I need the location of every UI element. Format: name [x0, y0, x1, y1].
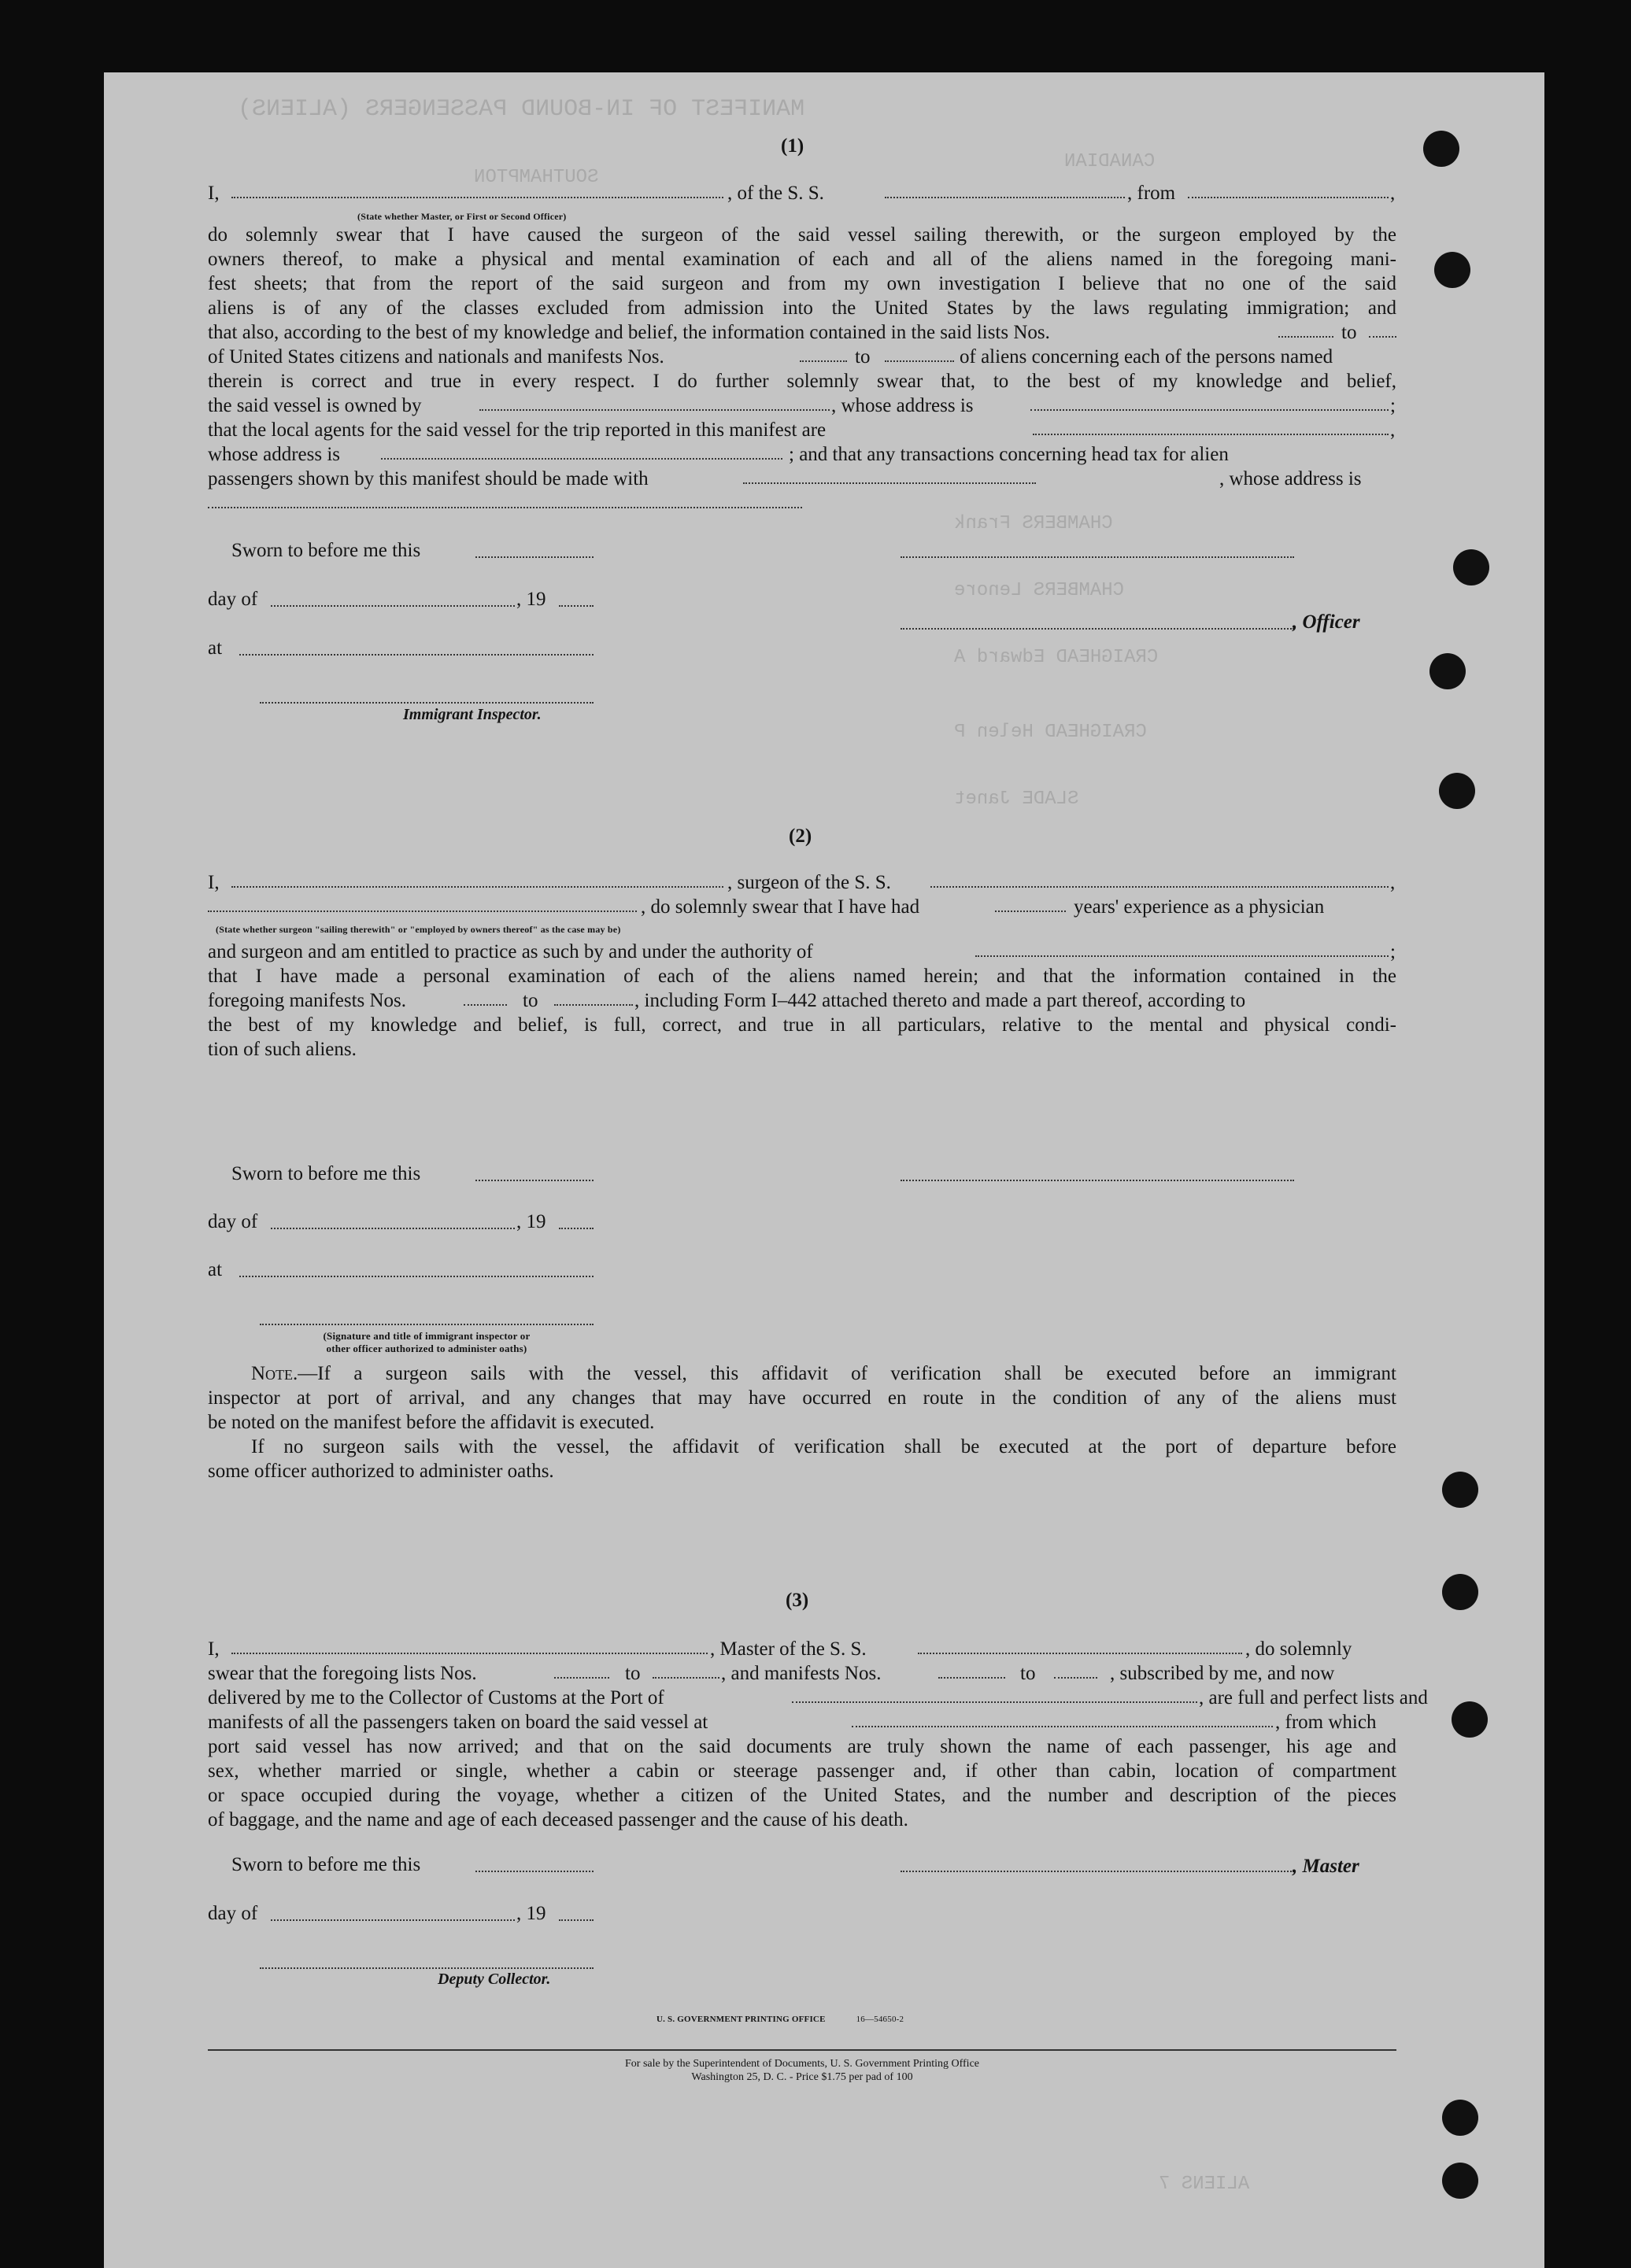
punch-hole	[1442, 2100, 1478, 2136]
footer-line: For sale by the Superintendent of Documents, U. S. Government Printing Office	[625, 2058, 979, 2070]
oath-text: foregoing manifests Nos.	[208, 990, 407, 1011]
punctuation: ,	[1390, 183, 1396, 204]
bleedthrough-name: CHAMBERS Frank	[954, 513, 1113, 534]
oath-text: port said vessel has now arrived; and that on the said documents are truly shown the name of each passenger, his age and	[208, 1736, 1396, 1757]
manifest-to-field[interactable]	[885, 345, 954, 362]
punch-hole	[1434, 252, 1470, 288]
inspector-label: Immigrant Inspector.	[403, 706, 542, 723]
oath-text: of aliens concerning each of the persons named	[960, 346, 1333, 368]
footer-rule	[208, 2049, 1396, 2051]
year-label: , 19	[516, 1211, 546, 1232]
note-text: some officer authorized to administer oaths.	[208, 1461, 554, 1482]
manifest-to-field[interactable]	[554, 988, 633, 1006]
section-1-final-line	[208, 491, 1396, 515]
oath-text: or space occupied during the voyage, whether a citizen of the United States, and the number and description of the pieces	[208, 1785, 1396, 1806]
section-1-manifests-line	[208, 345, 1396, 369]
signature-caption-line: (Signature and title of immigrant inspector or	[323, 1330, 531, 1342]
list-to-field[interactable]	[1369, 320, 1396, 338]
section-3-body	[208, 1637, 1428, 1832]
footer-sale-notice	[208, 2057, 1396, 2084]
bleedthrough-footer: ALIENS 7	[1159, 2174, 1250, 2195]
to-label: to	[1341, 322, 1357, 343]
document-page	[104, 72, 1544, 2268]
printing-office-imprint	[656, 2015, 904, 2024]
year-label: , 19	[516, 1903, 546, 1924]
year-field[interactable]	[559, 1228, 594, 1229]
master-signature-field[interactable]	[901, 1871, 1294, 1872]
year-label: , 19	[516, 589, 546, 610]
punch-hole	[1429, 653, 1466, 689]
agents-address-field[interactable]	[381, 442, 782, 460]
oath-text: , including Form I–442 attached thereto and made a part thereof, according to	[634, 990, 1246, 1011]
section-2-authority-line	[208, 940, 1396, 964]
collector-label: Deputy Collector.	[438, 1971, 551, 1988]
section-2-line-1	[208, 870, 1396, 895]
section-2-number: (2)	[789, 826, 812, 847]
oath-text: sex, whether married or single, whether a cabin or steerage passenger and, if other than cabin, location of compartment	[208, 1760, 1396, 1782]
oath-text: that I have made a personal examination of each of the aliens named herein; and that the information contained in the	[208, 966, 1396, 987]
section-2-manifests-line	[208, 988, 1396, 1013]
address-label: , whose address is	[831, 395, 974, 416]
officer-name-field[interactable]	[231, 181, 723, 198]
note-block	[208, 1361, 1396, 1483]
note-text: be noted on the manifest before the affidavit is executed.	[208, 1412, 655, 1433]
oath-text: , do solemnly swear that I have had	[641, 896, 920, 918]
oath-text: manifests of all the passengers taken on board the said vessel at	[208, 1712, 708, 1733]
punctuation: ,	[1390, 872, 1396, 893]
owned-by-label: the said vessel is owned by	[208, 395, 422, 416]
master-label: , Master of the S. S.	[710, 1638, 867, 1660]
sworn-date-field[interactable]	[475, 556, 594, 558]
printing-office-name: U. S. GOVERNMENT PRINTING OFFICE	[656, 2015, 826, 2024]
to-label: to	[1020, 1663, 1036, 1684]
oath-text: of baggage, and the name and age of each deceased passenger and the cause of his death.	[208, 1809, 908, 1830]
note-line	[208, 1361, 1396, 1386]
section-1-agents-address-line	[208, 442, 1396, 467]
signature-caption	[260, 1330, 594, 1355]
sworn-label: Sworn to before me this	[231, 540, 421, 561]
bleedthrough-port: SOUTHAMPTON	[474, 167, 599, 188]
day-of-label: day of	[208, 1903, 258, 1924]
year-field[interactable]	[559, 605, 594, 607]
officer-title-field[interactable]	[901, 628, 1294, 630]
oath-text: therein is correct and true in every respect. I do further solemnly swear that, to the best of my knowledge and belief,	[208, 371, 1396, 392]
surgeon-caption: (State whether surgeon "sailing therewith" or "employed by owners thereof" as the case may be)	[216, 924, 621, 935]
oath-text: , from which	[1275, 1712, 1377, 1733]
oath-text: fest sheets; that from the report of the said surgeon and from my own investigation I believe that no one of the said	[208, 273, 1396, 294]
section-1-lists-line	[208, 320, 1396, 345]
oath-text: ; and that any transactions concerning head tax for alien	[789, 444, 1229, 465]
note-text: If no surgeon sails with the vessel, the affidavit of verification shall be executed at the port of departure before	[251, 1436, 1396, 1457]
of-ship-label: , of the S. S.	[727, 183, 824, 204]
sworn-label: Sworn to before me this	[231, 1854, 421, 1875]
section-3-lists-line	[208, 1661, 1396, 1686]
bleedthrough-name: SLADE Janet	[954, 789, 1079, 810]
officer-caption: (State whether Master, or First or Second Officer)	[357, 211, 567, 222]
at-label: at	[208, 1259, 223, 1280]
year-field[interactable]	[559, 1919, 594, 1921]
punch-hole	[1439, 773, 1475, 809]
oath-text: tion of such aliens.	[208, 1039, 357, 1060]
section-3-departure-line	[208, 1710, 1396, 1734]
years-experience-field[interactable]	[995, 895, 1066, 912]
sworn-date-field[interactable]	[475, 1871, 594, 1872]
punctuation: ,	[1390, 419, 1396, 441]
bleedthrough-name: CHAMBERS Lenore	[954, 580, 1125, 601]
punch-hole	[1442, 1472, 1478, 1508]
punctuation: ;	[1390, 941, 1396, 962]
punctuation: ;	[1390, 395, 1396, 416]
punch-hole	[1423, 131, 1459, 167]
oath-text: , are full and perfect lists and	[1199, 1687, 1428, 1708]
oath-pronoun: I,	[208, 183, 220, 204]
section-1-headtax-line	[208, 467, 1396, 491]
surgeon-ship-field[interactable]	[930, 870, 1389, 888]
owner-address-field[interactable]	[1030, 393, 1389, 411]
headtax-contact-field[interactable]	[743, 467, 1036, 484]
oath-text: , do solemnly	[1245, 1638, 1352, 1660]
day-of-label: day of	[208, 1211, 258, 1232]
oath-text: owners thereof, to make a physical and mental examination of each and all of the aliens named in the foregoing mani-	[208, 249, 1396, 270]
section-2-line-2	[208, 895, 1396, 919]
manifest-to-field[interactable]	[1054, 1661, 1097, 1679]
printing-office-code: 16—54650-2	[856, 2015, 904, 2024]
punch-hole	[1442, 1574, 1478, 1610]
section-1-owner-line	[208, 393, 1396, 418]
manifest-from-field[interactable]	[938, 1661, 1005, 1679]
at-location-field[interactable]	[239, 1276, 594, 1277]
oath-pronoun: I,	[208, 1638, 220, 1660]
section-3-port-line	[208, 1686, 1428, 1710]
day-of-label: day of	[208, 589, 258, 610]
oath-text: and surgeon and am entitled to practice as such by and under the authority of	[208, 941, 813, 962]
month-field[interactable]	[271, 605, 515, 607]
surgeon-label: , surgeon of the S. S.	[727, 872, 891, 893]
sworn-date-field[interactable]	[475, 1180, 594, 1181]
from-port-field[interactable]	[1188, 181, 1389, 198]
section-2-body	[208, 870, 1396, 1062]
to-label: to	[625, 1663, 641, 1684]
section-3-number: (3)	[786, 1590, 809, 1611]
note-text: inspector at port of arrival, and any changes that may have occurred en route in the condition of any of the aliens must	[208, 1387, 1396, 1409]
list-to-field[interactable]	[653, 1661, 719, 1679]
from-label: , from	[1127, 183, 1176, 204]
manifest-from-field[interactable]	[800, 345, 847, 362]
bleedthrough-name: CRAIGHEAD Helen P	[954, 722, 1147, 743]
section-1-body	[208, 181, 1396, 515]
surgeon-name-field[interactable]	[231, 870, 723, 888]
oath-text: of United States citizens and nationals and manifests Nos.	[208, 346, 664, 368]
manifest-from-field[interactable]	[464, 988, 507, 1006]
note-label: Note.	[251, 1363, 298, 1384]
administering-officer-signature-field[interactable]	[260, 1324, 594, 1325]
bleedthrough-header: MANIFEST OF IN-BOUND PASSENGERS (ALIENS)	[238, 96, 805, 123]
arrival-port-field[interactable]	[792, 1686, 1197, 1703]
oath-pronoun: I,	[208, 872, 220, 893]
oath-text: that also, according to the best of my knowledge and belief, the information contained in the said lists Nos.	[208, 322, 1050, 343]
oath-text: do solemnly swear that I have caused the surgeon of the said vessel sailing therewith, or the surgeon employed by the	[208, 224, 1396, 246]
to-label: to	[523, 990, 538, 1011]
at-label: at	[208, 637, 223, 659]
sworn-label: Sworn to before me this	[231, 1163, 421, 1184]
oath-text: the best of my knowledge and belief, is full, correct, and true in all particulars, relative to the mental and physical condi-	[208, 1014, 1396, 1036]
oath-text: passengers shown by this manifest should be made with	[208, 468, 649, 489]
month-field[interactable]	[271, 1919, 515, 1921]
punch-hole	[1453, 549, 1489, 585]
master-name-field[interactable]	[231, 1637, 708, 1654]
punch-hole	[1452, 1701, 1488, 1738]
agents-label: that the local agents for the said vessel for the trip reported in this manifest are	[208, 419, 827, 441]
section-3-line-1	[208, 1637, 1396, 1661]
officer-signature-field[interactable]	[901, 556, 1294, 558]
section-1-agents-line	[208, 418, 1396, 442]
list-from-field[interactable]	[1278, 320, 1333, 338]
month-field[interactable]	[271, 1228, 515, 1229]
collector-signature-field[interactable]	[260, 1967, 594, 1969]
footer-line: Washington 25, D. C. - Price $1.75 per pad of 100	[691, 2071, 913, 2083]
headtax-address-field[interactable]	[208, 491, 802, 508]
bleedthrough-name: CRAIGHEAD Edward A	[954, 647, 1159, 668]
section-1-line-1	[208, 181, 1396, 205]
address-label: , whose address is	[1219, 468, 1362, 489]
oath-text: years' experience as a physician	[1074, 896, 1325, 918]
agents-field[interactable]	[1033, 418, 1389, 435]
inspector-signature-field[interactable]	[260, 702, 594, 704]
surgeon-signature-field[interactable]	[901, 1180, 1294, 1181]
note-text: —If a surgeon sails with the vessel, this affidavit of verification shall be executed before an immigrant	[298, 1363, 1396, 1384]
oath-text: , and manifests Nos.	[721, 1663, 882, 1684]
authority-field[interactable]	[975, 940, 1389, 957]
address-label: whose address is	[208, 444, 341, 465]
bleedthrough-line: CANADIAN	[1064, 151, 1156, 172]
to-label: to	[855, 346, 871, 368]
oath-text: aliens is of any of the classes excluded from admission into the United States by the laws regulating immigration; and	[208, 297, 1396, 319]
punch-hole	[1442, 2163, 1478, 2199]
at-location-field[interactable]	[239, 654, 594, 656]
list-from-field[interactable]	[554, 1661, 609, 1679]
departure-port-field[interactable]	[852, 1710, 1273, 1727]
master-label: , Master	[1293, 1856, 1359, 1877]
ship-name-field[interactable]	[885, 181, 1125, 198]
master-ship-field[interactable]	[918, 1637, 1242, 1654]
oath-text: delivered by me to the Collector of Customs at the Port of	[208, 1687, 664, 1708]
owner-field[interactable]	[479, 393, 830, 411]
officer-label: , Officer	[1293, 611, 1360, 633]
signature-caption-line: other officer authorized to administer oaths)	[326, 1343, 527, 1354]
surgeon-status-field[interactable]	[208, 895, 637, 912]
oath-text: , subscribed by me, and now	[1110, 1663, 1335, 1684]
section-1-number: (1)	[781, 135, 804, 157]
oath-text: swear that the foregoing lists Nos.	[208, 1663, 477, 1684]
